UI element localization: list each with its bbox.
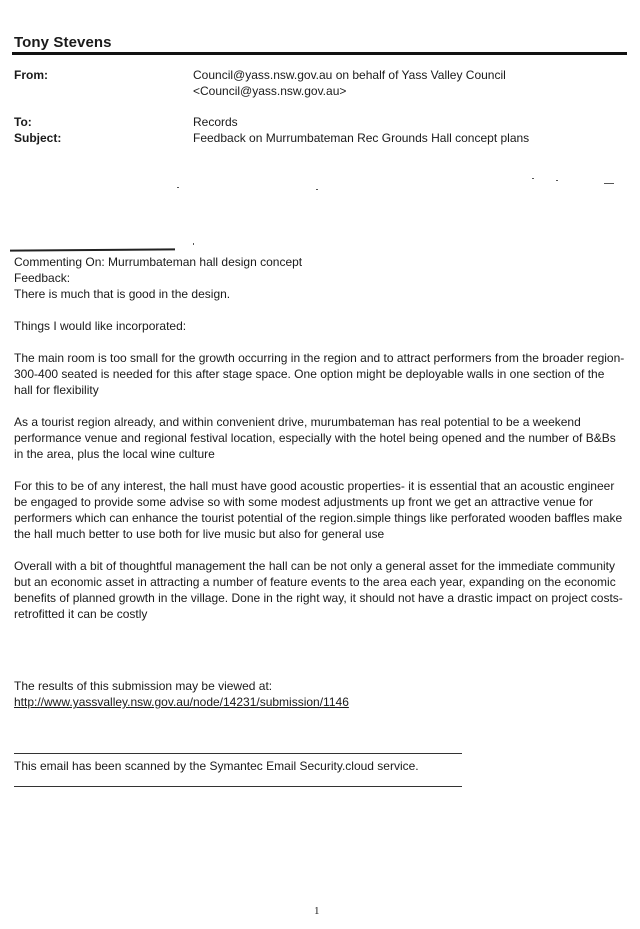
- scan-notice-bottom-rule: [14, 786, 462, 787]
- feedback-label: Feedback:: [14, 271, 71, 285]
- scan-speck: [193, 243, 194, 245]
- scan-speck: [316, 189, 318, 190]
- intro-text: There is much that is good in the design.: [14, 287, 231, 301]
- paragraph-acoustics: For this to be of any interest, the hall must have good acoustic properties- it is essential that an acoustic engineer be engaged to provide some advise so with some modest adjustments up front we get an attractive venue for performers which can enhance the tourist potential of the region.simple things like perforated wooden baffles make the hall much better to use both for live music but also for general use: [14, 479, 623, 541]
- paragraph-tourism: As a tourist region already, and within convenient drive, murumbateman has real potential to be a weekend performance venue and regional festival location, especially with the hotel being opened and the number of B&Bs in the area, plus the local wine culture: [14, 415, 616, 461]
- results-text: The results of this submission may be viewed at:: [14, 679, 273, 693]
- scan-speck: [177, 187, 179, 188]
- from-label: From:: [14, 68, 48, 82]
- from-value-line1: Council@yass.nsw.gov.au on behalf of Yass Valley Council: [193, 68, 506, 82]
- header-divider: [12, 52, 627, 55]
- scan-speck: [532, 178, 534, 179]
- results-link-container: [14, 694, 626, 710]
- to-value: Records: [193, 115, 238, 129]
- scan-speck: [556, 180, 558, 181]
- page-number: 1: [314, 905, 320, 917]
- things-heading: Things I would like incorporated:: [14, 319, 187, 333]
- scan-speck: [604, 183, 614, 184]
- email-body: [14, 254, 626, 622]
- scan-notice: This email has been scanned by the Symantec Email Security.cloud service.: [14, 759, 419, 773]
- subject-label: Subject:: [14, 131, 62, 145]
- commenting-on: Commenting On: Murrumbateman hall design concept: [14, 255, 303, 269]
- sender-name: Tony Stevens: [14, 34, 112, 51]
- paragraph-room-size: The main room is too small for the growth occurring in the region and to attract performers from the broader region- 300-400 seated is needed for this after stage space. One option might be deployable walls in one section of the hall for flexibility: [14, 351, 625, 397]
- paragraph-overall: Overall with a bit of thoughtful management the hall can be not only a general asset for the immediate community but an economic asset in attracting a number of feature events to the area each year, expanding on the economic benefits of planned growth in the village. Done in the right way, it should not have a drastic impact on project costs- retrofitted it can be costly: [14, 559, 623, 621]
- scan-artifact-line: [10, 248, 175, 251]
- subject-value: Feedback on Murrumbateman Rec Grounds Hall concept plans: [193, 131, 530, 145]
- from-value-line2: <Council@yass.nsw.gov.au>: [193, 84, 347, 98]
- from-value: [193, 67, 506, 99]
- to-label: To:: [14, 115, 32, 129]
- scan-notice-top-rule: [14, 753, 462, 754]
- results-link[interactable]: http://www.yassvalley.nsw.gov.au/node/14231/submission/1146: [14, 695, 349, 709]
